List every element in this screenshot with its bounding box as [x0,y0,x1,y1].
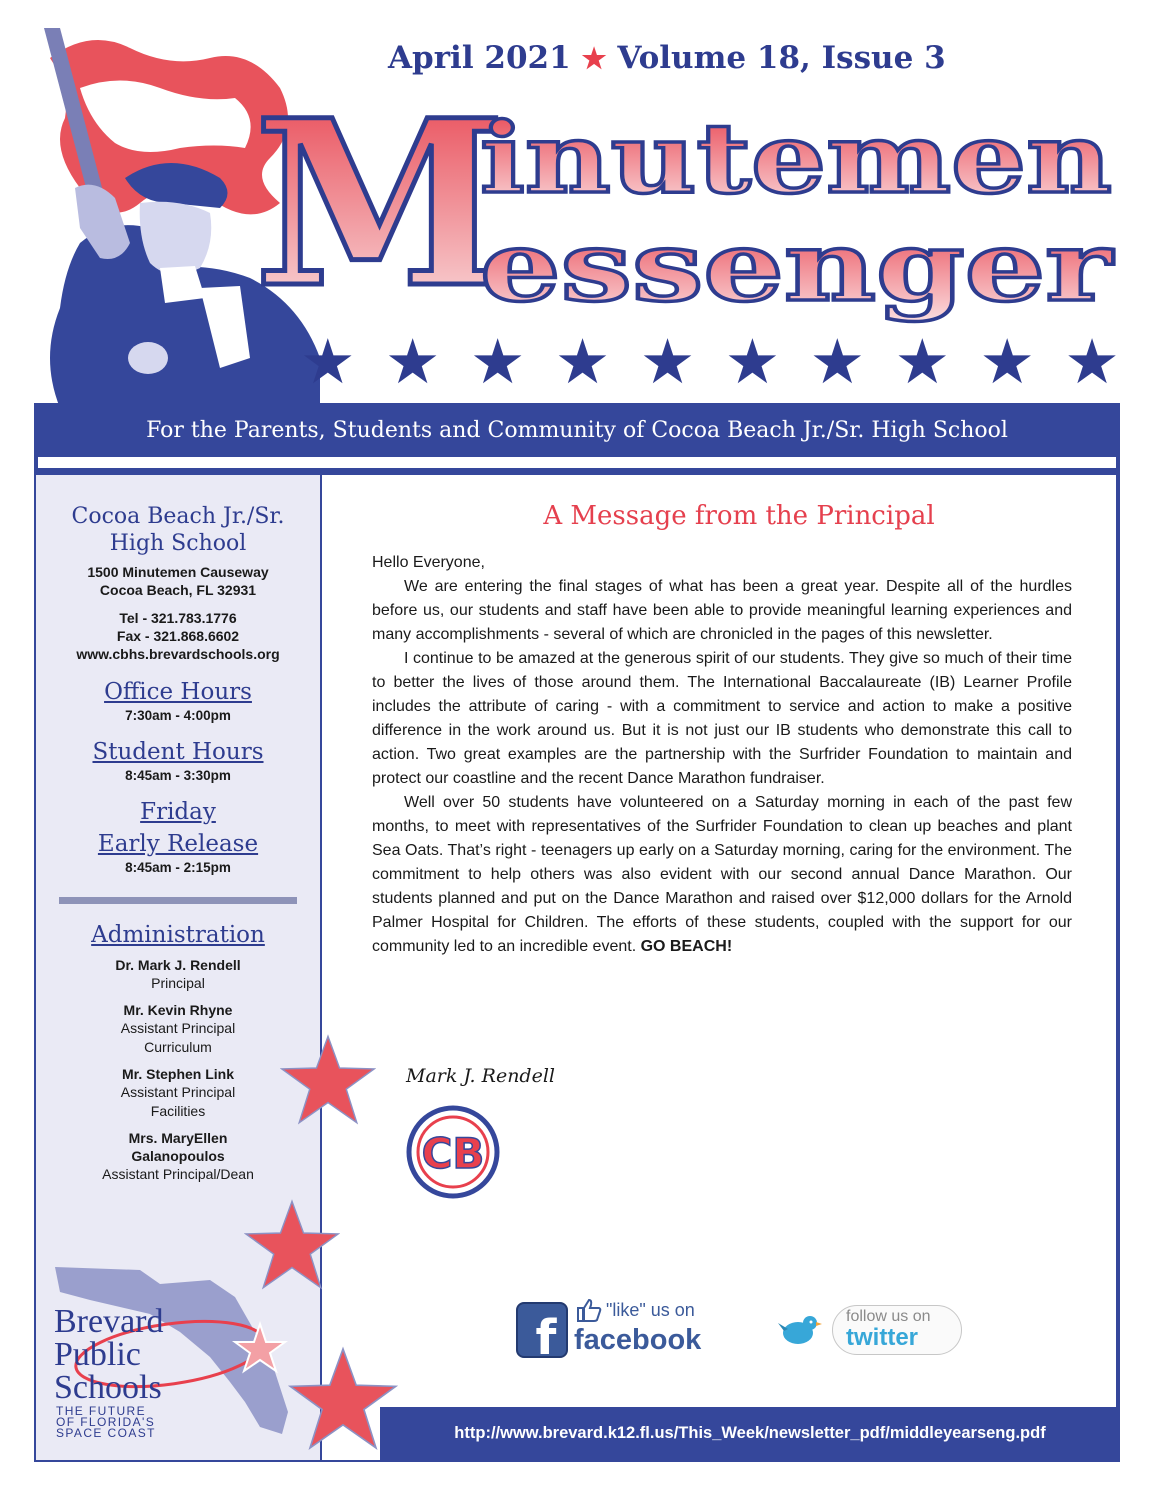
office-hours: 7:30am - 4:00pm [125,708,231,723]
admin-role: Assistant Principal Curriculum [120,1020,236,1055]
header-star-icon: ★ [809,325,866,398]
twitter-follow-text: follow us on [846,1308,931,1325]
district-tagline-line3: SPACE COAST [56,1426,156,1440]
tagline-band [34,403,1120,457]
cb-school-logo [406,1105,500,1199]
header-star-icon: ★ [300,325,356,398]
letter-paragraph: I continue to be amazed at the generous spirit of our students. They give so much of their time to better the lives of those around them. The International Baccalaureate (IB) Learner Profile includes the attribute of caring - with a commitment to service and action to make a positive difference in the work around us. But it is not just our IB students who demonstrate this call to action. Two great examples are the partnership with the Surfrider Foundation to maintain and protect our coastline and the recent Dance Marathon fundraiser. [372,650,1072,787]
header-star-icon: ★ [639,325,696,398]
early-release-hours: 8:45am - 2:15pm [125,860,231,875]
principal-message [372,475,1072,1178]
office-hours-heading: Office Hours [104,679,252,705]
header-star-icon: ★ [554,325,611,398]
sidebar-divider [59,897,297,904]
tagline: For the Parents, Students and Community of Cocoa Beach Jr./Sr. High School [146,417,1008,443]
administration-heading: Administration [91,922,265,948]
letter-paragraph-text: Well over 50 students have volunteered on a Saturday morning in each of the past few months, to meet with representatives of the Surfrider Foundation to clean up beaches and plant Sea Oats. That’s right - teenagers up early on a Saturday morning, caring for the environment. The commitment to help others was also evident with our second annual Dance Marathon. Our students planned and put on the Dance Marathon and raised over $12,000 dollars for the Arnold Palmer Hospital for Children. The efforts of these students, coupled with the support for our community led to an incredible event. [372,794,1072,955]
fax-number: Fax - 321.868.6602 [116,628,240,644]
admin-entry [36,1129,320,1184]
district-tagline-line1: THE FUTURE [56,1404,146,1418]
district-tagline-line2: OF FLORIDA'S [56,1415,156,1429]
district-name-line1: Brevard [54,1303,164,1340]
twitter-follow-button[interactable] [778,1305,968,1355]
district-name-line2: Public [54,1336,141,1373]
twitter-name: twitter [846,1324,918,1351]
svg-text:f: f [535,1310,557,1358]
admin-role: Principal [151,975,205,991]
address-line2: Cocoa Beach, FL 32931 [99,582,257,598]
header-star-icon: ★ [384,325,441,398]
admin-role: Assistant Principal Facilities [120,1084,236,1119]
admin-name: Mr. Kevin Rhyne [123,1002,233,1018]
star-row [300,325,1120,398]
header-star-icon: ★ [469,325,526,398]
header-star-icon: ★ [894,325,951,398]
district-name-line3: Schools [54,1369,162,1406]
cb-logo-text: CB [421,1129,485,1178]
message-title: A Message from the Principal [543,501,935,531]
school-website-link[interactable]: www.cbhs.brevardschools.org [76,646,280,662]
masthead [0,0,1156,402]
student-hours-heading: Student Hours [92,739,264,765]
friday-heading: Friday [140,799,216,825]
facebook-name: facebook [574,1324,702,1356]
facebook-like-button[interactable] [516,1298,716,1360]
header-star-icon: ★ [724,325,781,398]
header-star-icon: ★ [979,325,1035,398]
title-line2: essenger [480,210,1114,323]
school-name: Cocoa Beach Jr./Sr. High School [71,504,285,556]
title-line1: inutemen [480,102,1112,215]
admin-entry [36,956,320,993]
admin-entry [36,1065,320,1121]
letter-body [372,551,1072,959]
twitter-bird-icon [778,1313,822,1349]
admin-name: Mrs. MaryEllen Galanopoulos [128,1130,228,1164]
facebook-icon [516,1302,568,1358]
issue-volume: Volume 18, Issue 3 [617,40,946,76]
divider-rule [34,468,1120,475]
issue-line [388,40,988,76]
newsletter-title [248,84,1128,344]
closing-slogan: GO BEACH! [640,938,733,955]
letter-paragraph [372,791,1072,959]
issue-date: April 2021 [388,40,571,76]
admin-role: Assistant Principal/Dean [102,1166,254,1182]
principal-signature: Mark J. Rendell [406,1065,555,1087]
star-icon: ★ [581,42,607,75]
decorative-star-icon [244,1198,340,1292]
admin-entry [36,1001,320,1057]
thumbs-up-icon [576,1298,602,1322]
student-hours: 8:45am - 3:30pm [125,768,231,783]
header-star-icon: ★ [1064,325,1120,398]
admin-name: Mr. Stephen Link [121,1066,234,1082]
footer-url-bar [380,1407,1120,1460]
letter-greeting: Hello Everyone, [372,554,485,571]
title-initial: M [254,84,507,338]
decorative-star-icon [280,1034,376,1126]
address-line1: 1500 Minutemen Causeway [87,564,269,580]
phone-number: Tel - 321.783.1776 [119,610,237,626]
admin-name: Dr. Mark J. Rendell [115,957,241,973]
newsletter-url-link[interactable]: http://www.brevard.k12.fl.us/This_Week/newsletter_pdf/middleyearseng.pdf [454,1424,1046,1442]
facebook-like-text: "like" us on [606,1300,695,1320]
early-release-heading: Early Release [97,831,259,857]
letter-paragraph: We are entering the final stages of what has been a great year. Despite all of the hurdles before us, our students and staff have been able to provide meaningful learning experiences and many accomplishments - several of which are chronicled in the pages of this newsletter. [372,578,1072,643]
